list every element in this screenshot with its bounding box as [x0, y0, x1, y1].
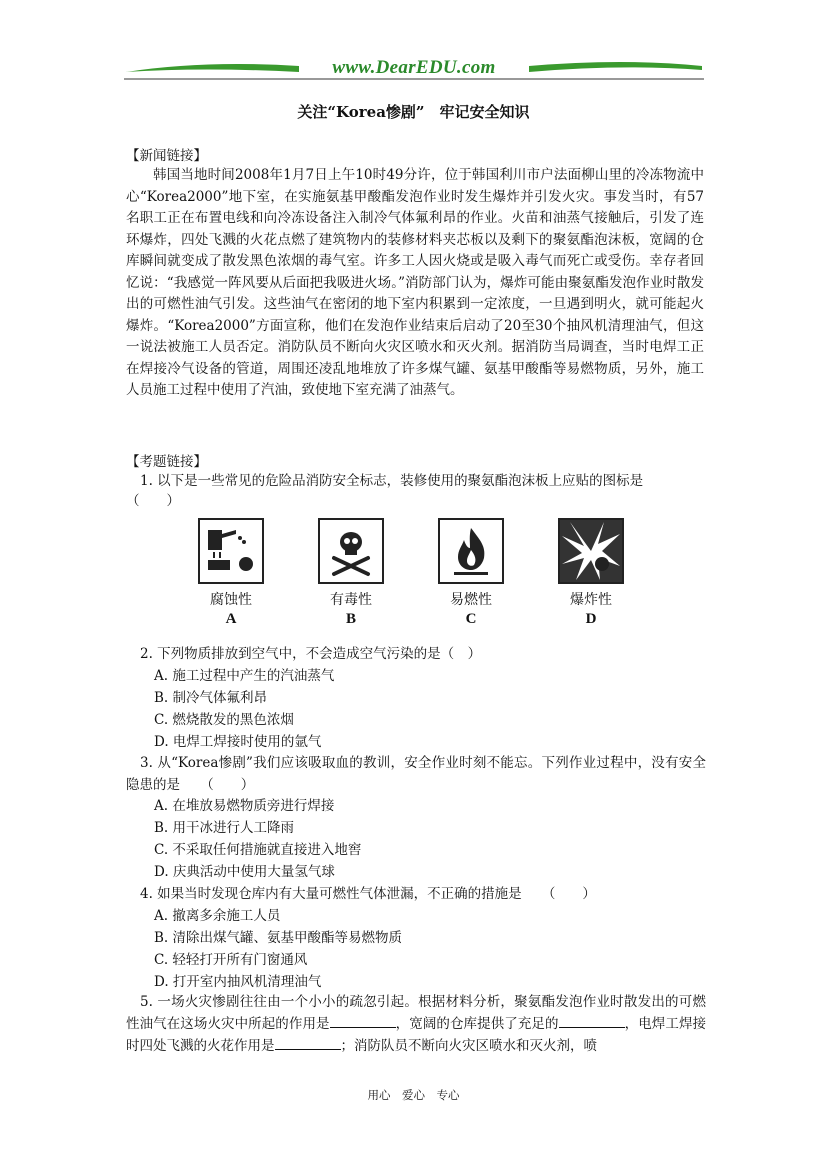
q5-part-1: 5. 一场火灾惨剧往往由一个小小的疏忽引起。根据材料分析，聚氨酯发泡作业时散发出的可燃性油气在这场火灾中所起的作用是	[126, 994, 706, 1032]
sign-b	[316, 518, 386, 628]
news-paragraph: 韩国当地时间2008年1月7日上午10时49分许，位于韩国利川市户法面柳山里的冷冻物流中心“Korea2000”地下室，在实施氨基甲酸酯发泡作业时发生爆炸并引发火灾。事发当时，有57名职工正在布置电线和向冷冻设备注入制冷气体氟利昂的作业。火苗和油蒸气接触后，引发了连环爆炸，四处飞溅的火花点燃了建筑物内的装修材料夹芯板以及剩下的聚氨酯泡沫板，宽阔的仓库瞬间就变成了散发黑色浓烟的毒气室。许多工人因火烧或是吸入毒气而死亡或受伤。幸存者回忆说：“我感觉一阵风要从后面把我吸进火场。”消防部门认为，爆炸可能由聚氨酯发泡作业时散发出的可燃性油气引发。这些油气在密闭的地下室内积累到一定浓度，一旦遇到明火，就可能起火爆炸。“Korea2000”方面宣称，他们在发泡作业结束后启动了20至30个抽风机清理油气，但这一说法被施工人员否定。消防队员不断向火灾区喷水和灭火剂。据消防当局调查，当时电焊工正在焊接冷气设备的管道，周围还凌乱地堆放了许多煤气罐、氨基甲酸酯等易燃物质，另外，施工人员施工过程中使用了汽油，致使地下室充满了油蒸气。	[126, 167, 704, 398]
sign-b-letter: B	[345, 611, 356, 627]
sign-a-letter: A	[225, 611, 237, 627]
q1-stem: 1. 以下是一些常见的危险品消防安全标志，装修使用的聚氨酯泡沫板上应贴的图标是	[140, 473, 644, 489]
q2-option-a: A. 施工过程中产生的汽油蒸气	[154, 668, 335, 684]
site-name[interactable]: www.DearEDU.com	[332, 57, 496, 78]
q4-option-b: B. 清除出煤气罐、氨基甲酸酯等易燃物质	[154, 930, 403, 946]
q5-blank-2[interactable]	[559, 1013, 625, 1028]
sign-b-label: 有毒性	[330, 592, 372, 608]
q3-stem: 3. 从“Korea惨剧”我们应该吸取血的教训，安全作业时刻不能忘。下列作业过程中，没有安全隐患的是 （ ）	[126, 755, 706, 793]
sign-a-label: 腐蚀性	[210, 592, 252, 608]
corrosive-icon	[198, 518, 264, 584]
sign-c-label: 易燃性	[450, 592, 492, 608]
site-header	[124, 52, 704, 84]
q3-option-c: C. 不采取任何措施就直接进入地窖	[154, 842, 362, 858]
sign-d	[556, 518, 626, 628]
skull-crossbones-icon	[318, 518, 384, 584]
hazard-signs	[196, 518, 616, 636]
q4-option-d: D. 打开室内抽风机清理油气	[154, 974, 322, 990]
explosion-icon	[558, 518, 624, 584]
q5-text	[126, 991, 706, 1057]
sign-c-letter: C	[465, 611, 477, 627]
q3-option-a: A. 在堆放易燃物质旁进行焊接	[154, 798, 335, 814]
q1-paren: （ ）	[126, 493, 180, 509]
sign-d-letter: D	[585, 611, 597, 627]
q5-part-3: ，电焊工焊接时四处飞溅的火花作用是	[126, 1016, 707, 1054]
q5-part-2: ，宽阔的仓库提供了充足的	[395, 1016, 559, 1032]
q2-option-b: B. 制冷气体氟利昂	[154, 690, 268, 706]
q4-option-c: C. 轻轻打开所有门窗通风	[154, 952, 308, 968]
q4-option-a: A. 撤离多余施工人员	[154, 908, 281, 924]
q5-blank-1[interactable]	[330, 1013, 396, 1028]
news-heading: 【新闻链接】	[126, 148, 207, 164]
q3-option-b: B. 用干冰进行人工降雨	[154, 820, 295, 836]
flame-icon	[438, 518, 504, 584]
page-footer: 用心 爱心 专心	[367, 1088, 460, 1102]
q2-option-d: D. 电焊工焊接时使用的氩气	[154, 734, 322, 750]
q2-option-c: C. 燃烧散发的黑色浓烟	[154, 712, 294, 728]
q5-part-4: ；消防队员不断向火灾区喷水和灭火剂，喷	[340, 1038, 597, 1054]
sign-c	[436, 518, 506, 628]
q2-stem: 2. 下列物质排放到空气中，不会造成空气污染的是（ ）	[140, 646, 482, 662]
q3-option-d: D. 庆典活动中使用大量氢气球	[154, 864, 335, 880]
q5-blank-3[interactable]	[275, 1035, 341, 1050]
sign-a	[196, 518, 266, 628]
exam-heading: 【考题链接】	[126, 454, 207, 470]
q4-stem: 4. 如果当时发现仓库内有大量可燃性气体泄漏，不正确的措施是 （ ）	[140, 886, 596, 902]
page-title: 关注“Korea惨剧” 牢记安全知识	[297, 103, 530, 121]
sign-d-label: 爆炸性	[570, 592, 612, 608]
